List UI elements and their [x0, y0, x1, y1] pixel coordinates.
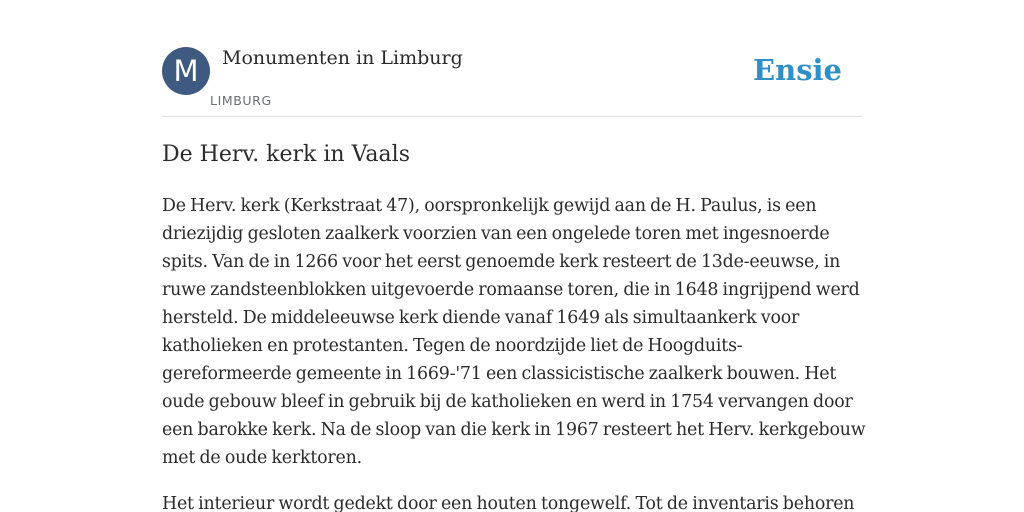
article-body: [162, 192, 866, 512]
article-paragraph: De Herv. kerk (Kerkstraat 47), oorspronkelijk gewijd aan de H. Paulus, is een driezijdig gesloten zaalkerk voorzien van een ongelede toren met ingesnoerde spits. Van de in 1266 voor het eerst genoemde kerk resteert de 13de-eeuwse, in ruwe zandsteenblokken uitgevoerde romaanse toren, die in 1648 ingrijpend werd hersteld. De middeleeuwse kerk diende vanaf 1649 als simultaankerk voor katholieken en protestanten. Tegen de noordzijde liet de Hoogduits-gereformeerde gemeente in 1669-'71 een classicistische zaalkerk bouwen. Het oude gebouw bleef in gebruik bij de katholieken en werd in 1754 vervangen door een barokke kerk. Na de sloop van die kerk in 1967 resteert het Herv. kerkgebouw met de oude kerktoren.: [162, 196, 866, 468]
site-header: [162, 46, 862, 117]
article-paragraph: Het interieur wordt gedekt door een houten tongewelf. Tot de inventaris behoren: [162, 494, 855, 512]
site-title-link[interactable]: Monumenten in Limburg: [222, 47, 463, 69]
article-title: De Herv. kerk in Vaals: [162, 142, 410, 167]
ensie-logo[interactable]: Ensie: [753, 53, 842, 87]
site-avatar[interactable]: M: [162, 47, 210, 95]
category-label[interactable]: LIMBURG: [210, 93, 272, 108]
